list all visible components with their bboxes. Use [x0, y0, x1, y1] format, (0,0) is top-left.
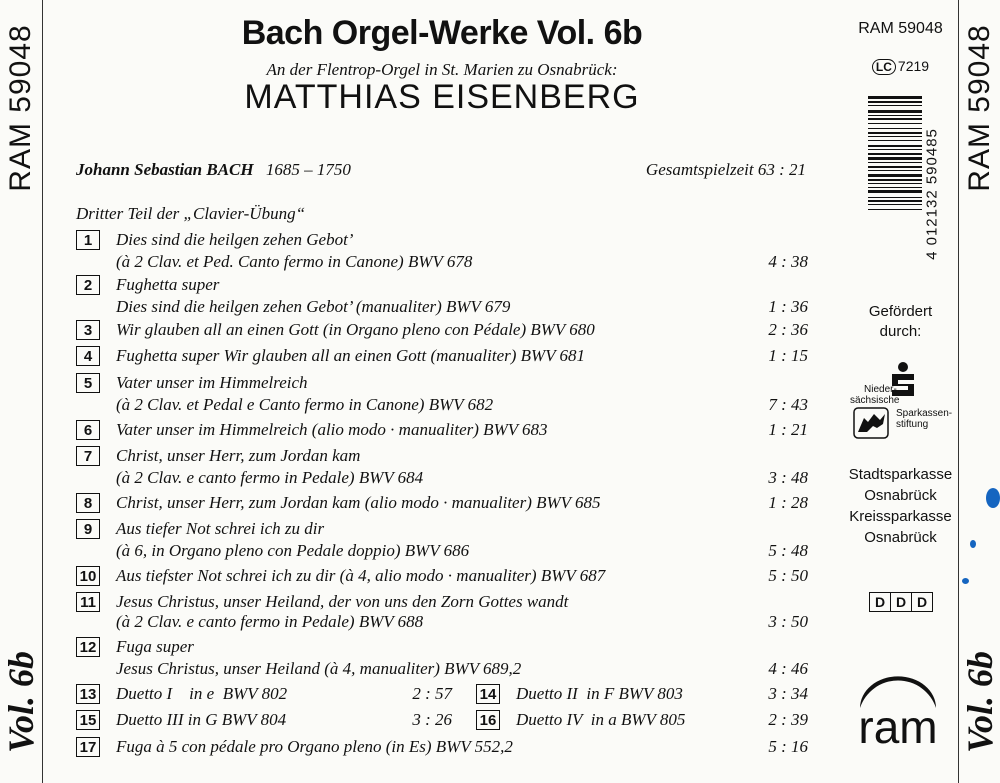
- ddd-letter: D: [911, 592, 933, 612]
- track-duration: 3 : 50: [768, 612, 808, 631]
- ink-spot: [962, 578, 969, 584]
- track-duration: 3 : 26: [412, 710, 452, 729]
- track-duration: 1 : 21: [768, 420, 808, 439]
- track-duration: 1 : 15: [768, 346, 808, 365]
- track-title: Fuga à 5 con pédale pro Organo pleno (in Es) BWV 552,2: [116, 737, 513, 756]
- track-number: 4: [76, 346, 100, 366]
- bank-line: Stadtsparkasse: [848, 466, 953, 483]
- bank-line: Osnabrück: [864, 529, 937, 546]
- track-duration: 3 : 34: [768, 684, 808, 703]
- sponsor-banks: [843, 464, 958, 548]
- track-title-line-1: Fuga super: [116, 637, 194, 656]
- spine-catalog-number: RAM 59048: [4, 24, 37, 192]
- track-title-line-1: Christ, unser Herr, zum Jordan kam (alio modo · manualiter) BWV 685: [116, 493, 601, 512]
- track-item: [76, 372, 808, 416]
- barcode-bar: [868, 118, 922, 120]
- barcode-bar: [868, 132, 922, 134]
- spine-volume: Vol. 6b: [960, 650, 1000, 754]
- track-title-line-2: Jesus Christus, unser Heiland (à 4, manualiter) BWV 689,2: [116, 659, 522, 678]
- track-number: 3: [76, 320, 100, 340]
- composer-name: Johann Sebastian BACH: [76, 160, 254, 179]
- track-title-line-1: Dies sind die heilgen zehen Gebot’: [116, 230, 354, 249]
- track-duration: 2 : 36: [768, 320, 808, 339]
- track-number: 10: [76, 566, 100, 586]
- barcode-digits: [924, 96, 940, 291]
- track-item: [76, 736, 808, 758]
- track-title-line-1: Jesus Christus, unser Heiland, der von uns den Zorn Gottes wandt: [116, 592, 569, 611]
- bank-line: Osnabrück: [864, 487, 937, 504]
- ram-logo-text: ram: [858, 701, 938, 753]
- track-duration: 5 : 16: [768, 737, 808, 756]
- track-number: 13: [76, 684, 100, 704]
- track-title-line-1: Aus tiefer Not schrei ich zu dir: [116, 519, 325, 538]
- track-number: 6: [76, 420, 100, 440]
- barcode: [868, 96, 948, 291]
- track-duration: 2 : 57: [412, 684, 452, 703]
- barcode-bar: [868, 174, 922, 177]
- album-subtitle: An der Flentrop-Orgel in St. Marien zu Osnabrück:: [266, 60, 618, 79]
- ddd-letter: D: [890, 592, 912, 612]
- barcode-number: 4 012132 590485: [923, 127, 941, 260]
- barcode-bar: [868, 209, 922, 210]
- sponsor-heading: [843, 302, 958, 342]
- track-duration: 1 : 36: [768, 297, 808, 316]
- track-number: 7: [76, 446, 100, 466]
- ink-spot: [986, 488, 1000, 508]
- ddd-code: [843, 592, 958, 612]
- track-title-line-1: Vater unser im Himmelreich (alio modo · manualiter) BWV 683: [116, 420, 548, 439]
- track-item: [476, 709, 808, 731]
- track-number: 15: [76, 710, 100, 730]
- lc-icon: LC: [872, 59, 896, 75]
- catalog-number: RAM 59048: [858, 20, 943, 37]
- track-item: [76, 636, 808, 680]
- barcode-bar: [868, 162, 922, 163]
- ddd-letter: D: [869, 592, 891, 612]
- barcode-bar: [868, 136, 922, 137]
- track-title-line-2: (à 2 Clav. e canto fermo in Pedale) BWV 688: [116, 612, 424, 631]
- track-duration: 1 : 28: [768, 493, 808, 512]
- track-number: 1: [76, 230, 100, 250]
- sparkassen-stiftung-logo: [848, 360, 958, 450]
- logo-text-right: [896, 408, 952, 430]
- bank-line: Kreissparkasse: [849, 508, 952, 525]
- track-title-line-2: (à 2 Clav. et Pedal e Canto fermo in Canone) BWV 682: [116, 395, 494, 414]
- track-item: [76, 565, 808, 587]
- track-item: [76, 229, 808, 273]
- track-item: [76, 345, 808, 367]
- track-title-line-1: Fughetta super Wir glauben all an einen Gott (manualiter) BWV 681: [116, 346, 586, 365]
- barcode-bar: [868, 123, 922, 124]
- track-number: 5: [76, 373, 100, 393]
- track-duration: 4 : 38: [768, 252, 808, 271]
- track-title-line-1: Vater unser im Himmelreich: [116, 373, 308, 392]
- composer-dates: 1685 – 1750: [265, 160, 351, 179]
- track-title: Duetto II in F BWV 803: [516, 684, 683, 703]
- barcode-bar: [868, 153, 922, 155]
- track-number: 17: [76, 737, 100, 757]
- spine-catalog-number: RAM 59048: [963, 24, 996, 192]
- performer-name: MATTHIAS EISENBERG: [244, 78, 640, 116]
- track-item: [76, 445, 808, 489]
- barcode-bar: [868, 115, 922, 116]
- barcode-bar: [868, 110, 922, 113]
- ink-spot: [970, 540, 976, 548]
- total-playing-time: Gesamtspielzeit 63 : 21: [645, 160, 806, 179]
- barcode-bar: [868, 96, 922, 99]
- section-title: Dritter Teil der „Clavier-Übung“: [76, 204, 306, 223]
- track-item: [76, 492, 808, 514]
- track-number: 9: [76, 519, 100, 539]
- composer-line: [76, 160, 806, 180]
- barcode-bar: [868, 140, 922, 141]
- track-item: [476, 683, 808, 705]
- track-title-line-2: (à 2 Clav. et Ped. Canto fermo in Canone) BWV 678: [116, 252, 473, 271]
- logo-text-line: stiftung: [896, 419, 929, 430]
- right-spine: [958, 0, 1000, 783]
- sponsor-heading-line-2: durch:: [879, 323, 922, 340]
- track-title: Duetto I in e BWV 802: [116, 684, 288, 703]
- track-duration: 5 : 48: [768, 541, 808, 560]
- barcode-bar: [868, 170, 922, 171]
- track-item: [76, 709, 452, 731]
- barcode-bar: [868, 190, 922, 193]
- logo-text-line: sächsische: [850, 395, 900, 406]
- track-title: Duetto III in G BWV 804: [116, 710, 287, 729]
- barcode-bar: [868, 149, 922, 150]
- sponsor-heading-line-1: Gefördert: [868, 303, 933, 320]
- barcode-bar: [868, 166, 922, 168]
- track-number: 2: [76, 275, 100, 295]
- spine-volume: Vol. 6b: [1, 650, 41, 754]
- track-title-line-1: Christ, unser Herr, zum Jordan kam: [116, 446, 361, 465]
- track-title-line-1: Wir glauben all an einen Gott (in Organo pleno con Pédale) BWV 680: [116, 320, 595, 339]
- ram-label-logo: [848, 664, 948, 764]
- track-duration: 5 : 50: [768, 566, 808, 585]
- track-duration: 3 : 48: [768, 468, 808, 487]
- barcode-bar: [868, 187, 922, 188]
- logo-text-line: Sparkassen-: [896, 408, 953, 419]
- track-title-line-1: Aus tiefster Not schrei ich zu dir (à 4, alio modo · manualiter) BWV 687: [116, 566, 606, 585]
- track-title-line-2: (à 6, in Organo pleno con Pedale doppio) BWV 686: [116, 541, 470, 560]
- label-code: [843, 58, 958, 75]
- track-number: 8: [76, 493, 100, 513]
- track-title-line-2: (à 2 Clav. e canto fermo in Pedale) BWV 684: [116, 468, 424, 487]
- track-duration: 4 : 46: [768, 659, 808, 678]
- track-item: [76, 683, 452, 705]
- barcode-bar: [868, 157, 922, 160]
- barcode-bar: [868, 105, 922, 106]
- track-title: Duetto IV in a BWV 805: [516, 710, 686, 729]
- track-item: [76, 591, 808, 635]
- track-duration: 2 : 39: [768, 710, 808, 729]
- track-number: 11: [76, 592, 100, 612]
- track-item: [76, 319, 808, 341]
- track-number: 14: [476, 684, 500, 704]
- track-item: [76, 274, 808, 318]
- track-number: 12: [76, 637, 100, 657]
- barcode-bar: [868, 204, 922, 205]
- track-title-line-2: Dies sind die heilgen zehen Gebot’ (manualiter) BWV 679: [116, 297, 511, 316]
- barcode-bar: [868, 101, 922, 103]
- track-title-line-1: Fughetta super: [116, 275, 220, 294]
- barcode-bar: [868, 200, 922, 202]
- barcode-bar: [868, 128, 922, 129]
- track-number: 16: [476, 710, 500, 730]
- left-spine: [0, 0, 43, 783]
- track-item: [76, 518, 808, 562]
- album-title: Bach Orgel-Werke Vol. 6b: [241, 14, 643, 52]
- logo-text-line: Nieder-: [864, 384, 897, 395]
- lc-number: 7219: [897, 58, 930, 74]
- barcode-bar: [868, 179, 922, 181]
- barcode-bar: [868, 183, 922, 184]
- track-item: [76, 419, 808, 441]
- barcode-bar: [868, 145, 922, 147]
- logo-text-left: [850, 384, 899, 406]
- track-duration: 7 : 43: [768, 395, 808, 414]
- barcode-bar: [868, 197, 922, 198]
